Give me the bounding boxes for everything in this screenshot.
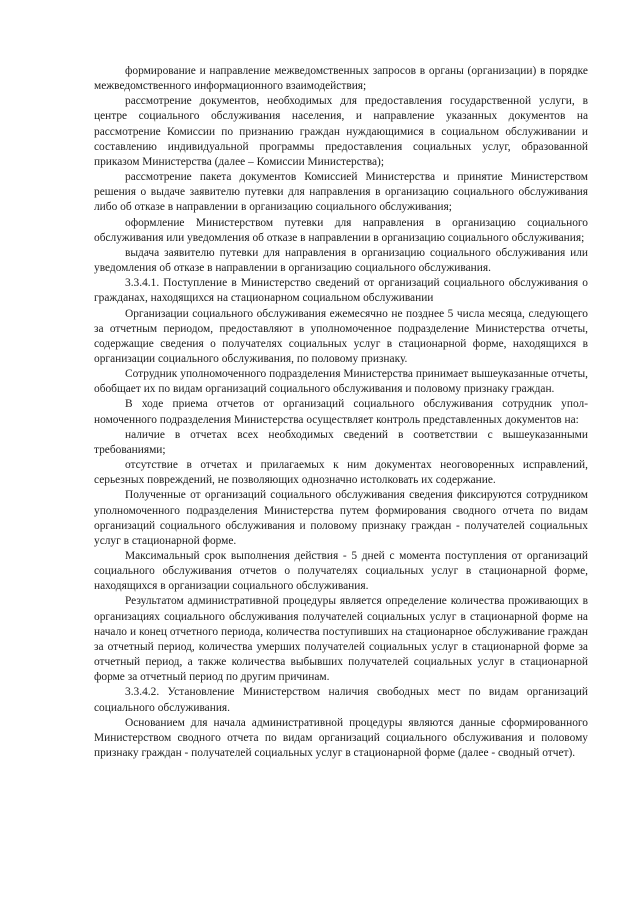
paragraph-max-duration: Максимальный срок выполнения действия - 5 дней с момента поступления от организаций социального обслуживания отчетов о получателях социальных услуг в стационарной форме, находящихся в организации социального обслуживания. [94, 550, 588, 593]
paragraph-summary-report: Полученные от организаций социального обслуживания сведения фиксируются сотрудником уполномоченного подразделения Министерства путем формирования сводного отчета по видам организаций социального обслуживания и половому признаку граждан - получателей социальных услуг в стационарной форме. [94, 489, 588, 547]
paragraph-section-3-3-4-1: 3.3.4.1. Поступление в Министерство сведений от организаций социального обслуживания о гражданах, находящихся на стационарном социальном обслуживании [94, 277, 588, 305]
paragraph-voucher-delivery: выдача заявителю путевки для направления в организацию социального обслуживания или уведомления об отказе в направлении в организацию социального обслуживания. [94, 246, 588, 275]
paragraph-report-processing: Сотрудник уполномоченного подразделения Министерства принимает вышеуказанные отчеты, обобщает их по видам организаций социального обслуживания и половому признаку граждан. [94, 368, 588, 396]
paragraph-required-info: наличие в отчетах всех необходимых сведений в соответствии с вышеуказанными требованиями; [94, 428, 588, 456]
paragraph-monthly-reports: Организации социального обслуживания ежемесячно не позднее 5 числа месяца, следующего за отчетным периодом, предоставляют в уполномоченное подразделение Министерства отчеты, содержащие сведения о получателях социальных услуг в стационарной форме, находящихся в организации социального обслуживания, по половому признаку. [94, 307, 588, 365]
paragraph-procedure-result: Результатом административной процедуры является определение количества проживающих в организациях социального обслуживания получателей социальных услуг в стационарной форме на начало и конец отчетного периода, количества поступивших на стационарное обслуживание граждан за отчетный период, количества умерших получателей социальных услуг в стационарной форме за отчетный период, а также количества выбывших получателей социальных услуг в стационарной форме за отчетный период по другим причинам. [94, 595, 588, 684]
paragraph-no-corrections: отсутствие в отчетах и прилагаемых к ним документах неоговоренных исправлений, серьезных повреждений, не позволяющих однозначно истолковать их содержание. [94, 459, 588, 487]
paragraph-voucher-issuance: оформление Министерством путевки для направления в организацию социального обслуживания или уведомления об отказе в направлении в организацию социального обслуживания; [94, 216, 588, 244]
paragraph-report-control: В ходе приема отчетов от организаций социального обслуживания сотрудник уполномоченного подразделения Министерства осуществляет контроль представленных документов на: [94, 398, 588, 426]
paragraph-review-documents: рассмотрение документов, необходимых для предоставления государственной услуги, в центре социального обслуживания населения, и направление указанных документов на рассмотрение Комиссии по признанию граждан нуждающимися в социальном обслуживании и составлению индивидуальной программы предоставления социальных услуг, образованной приказом Министерства (далее – Комиссии Министерства); [94, 95, 588, 168]
document-page [94, 64, 588, 761]
paragraph-interagency-requests: формирование и направление межведомственных запросов в органы (организации) в порядке межведомственного информационного взаимодействия; [94, 65, 588, 93]
paragraph-procedure-basis: Основанием для начала административной процедуры являются данные сформированного Министерством сводного отчета по видам организаций социального обслуживания и половому признаку граждан - получателей социальных услуг в стационарной форме (далее - сводный отчет). [94, 716, 588, 760]
paragraph-commission-review: рассмотрение пакета документов Комиссией Министерства и принятие Министерством решения о выдаче заявителю путевки для направления в организацию социального обслуживания либо об отказе в направлении в организацию социального обслуживания; [94, 171, 588, 214]
paragraph-section-3-3-4-2: 3.3.4.2. Установление Министерством наличия свободных мест по видам организаций социального обслуживания. [94, 686, 588, 714]
